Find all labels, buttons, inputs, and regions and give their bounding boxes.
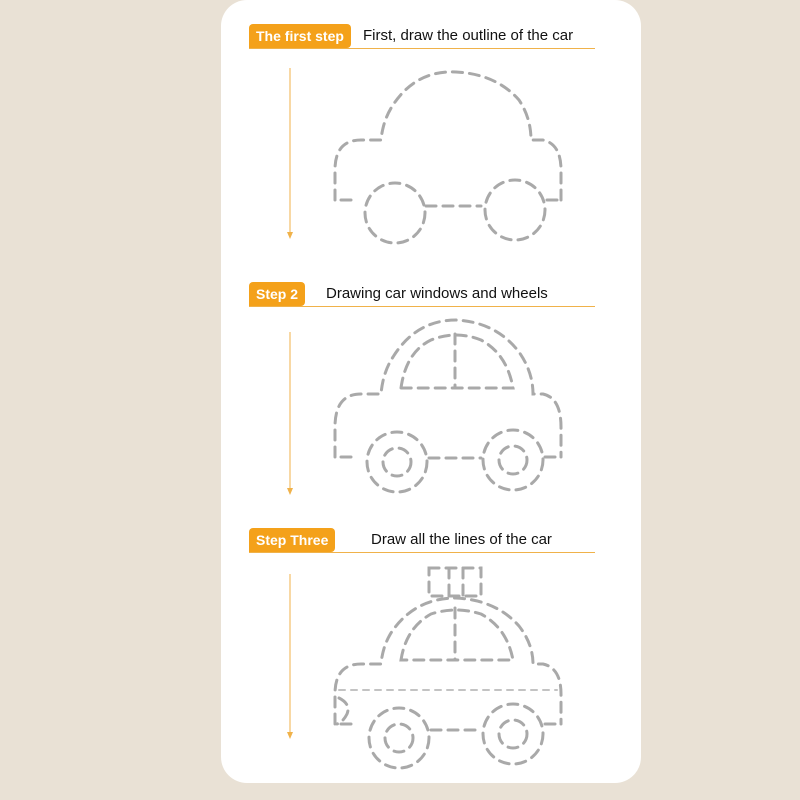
car-outline-icon	[321, 60, 571, 250]
down-arrow-icon	[287, 68, 297, 248]
car-windows-wheels-icon	[321, 312, 571, 502]
step-1-caption: First, draw the outline of the car	[363, 27, 574, 44]
down-arrow-icon	[287, 332, 297, 512]
car-complete-icon	[321, 564, 571, 794]
tutorial-card	[221, 0, 641, 783]
step-3-underline	[249, 552, 595, 553]
down-arrow-icon	[287, 574, 297, 754]
step-3-header	[249, 528, 599, 556]
step-3-caption: Draw all the lines of the car	[371, 531, 552, 548]
step-3	[221, 528, 641, 778]
step-2-caption: Drawing car windows and wheels	[326, 285, 548, 302]
step-2	[221, 282, 641, 512]
step-2-underline	[249, 306, 595, 307]
step-2-badge: Step 2	[249, 282, 305, 306]
step-1-badge: The first step	[249, 24, 351, 48]
step-1-underline	[249, 48, 595, 49]
step-1	[221, 24, 641, 254]
step-2-header	[249, 282, 599, 310]
step-1-header	[249, 24, 599, 52]
step-3-badge: Step Three	[249, 528, 335, 552]
